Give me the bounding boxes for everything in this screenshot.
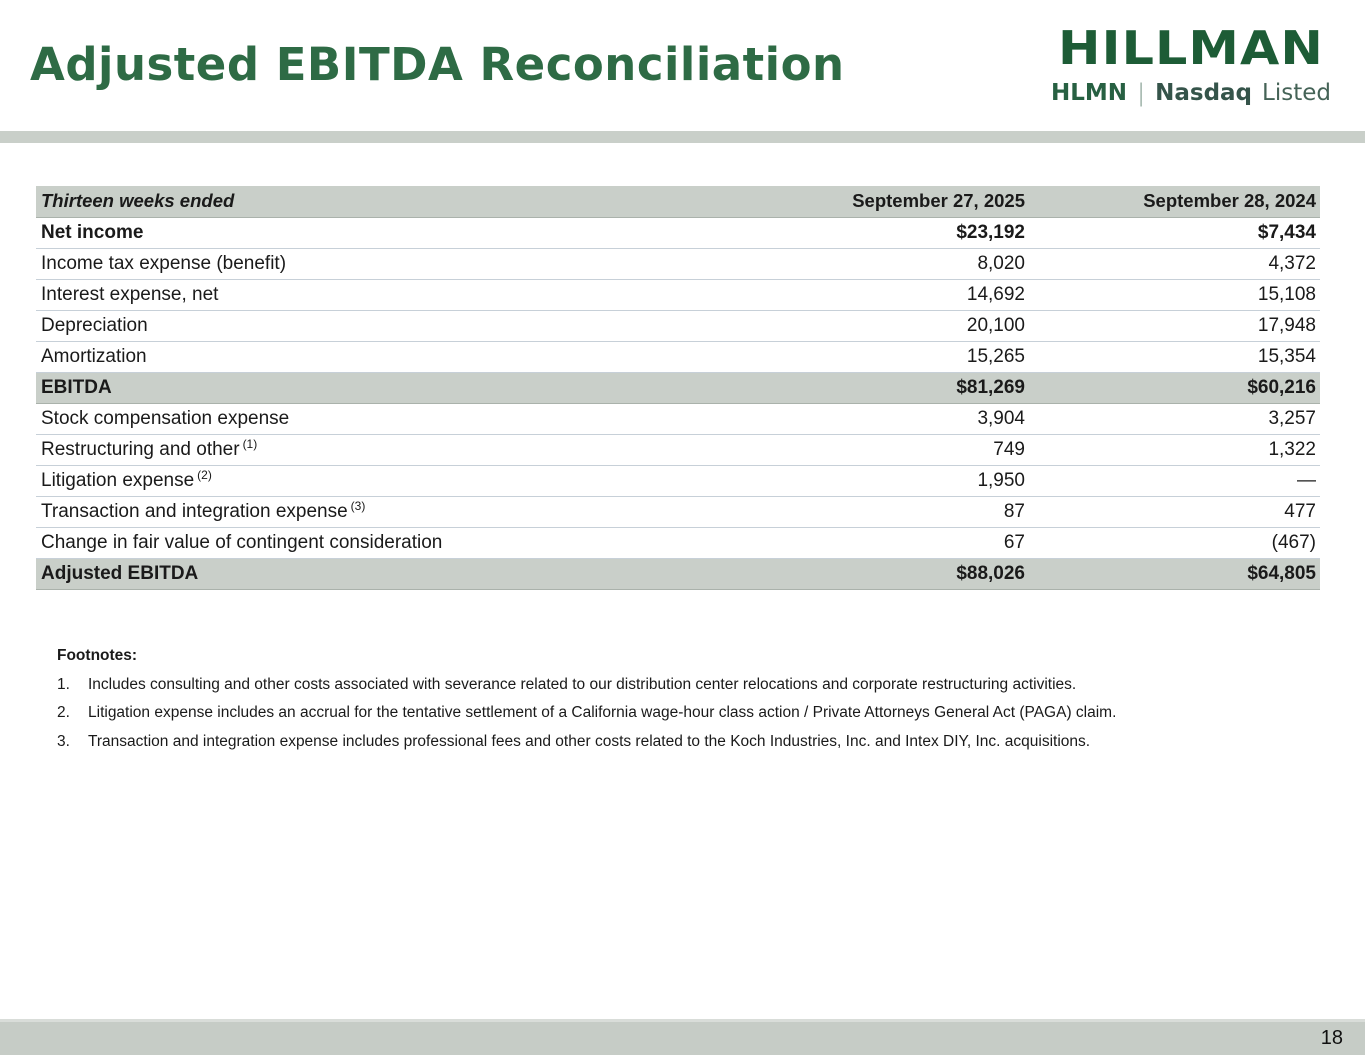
table-row (36, 279, 1320, 310)
row-value-2024: $7,434 (1029, 217, 1320, 248)
row-value-2025: 749 (738, 434, 1029, 465)
footnote-number: 1. (57, 675, 70, 693)
row-value-2025: $23,192 (738, 217, 1029, 248)
row-label: Restructuring and other $^{(1)}$ (36, 434, 738, 465)
table-row (36, 465, 1320, 496)
row-value-2024: 4,372 (1029, 248, 1320, 279)
footnote-reference: (2) (197, 467, 212, 482)
row-value-2025: $81,269 (738, 372, 1029, 403)
footnote-number: 2. (57, 704, 70, 722)
table-header-row (36, 186, 1320, 217)
table-row (36, 527, 1320, 558)
header-divider-bar (0, 131, 1365, 143)
footnote-text: Litigation expense includes an accrual for the tentative settlement of a California wage-hour class action / Private Attorneys General Act (PAGA) claim. (88, 704, 1117, 722)
slide-header (0, 0, 1365, 131)
row-value-2024: 477 (1029, 496, 1320, 527)
table-row (36, 310, 1320, 341)
footnote-text: Transaction and integration expense includes professional fees and other costs related to the Koch Industries, Inc. and Intex DIY, Inc. acquisitions. (88, 732, 1091, 750)
row-label: Change in fair value of contingent consideration (36, 527, 738, 558)
row-value-2025: 15,265 (738, 341, 1029, 372)
table-row (36, 403, 1320, 434)
table-row (36, 217, 1320, 248)
table-row (36, 341, 1320, 372)
row-value-2024: 15,354 (1029, 341, 1320, 372)
page-number: 18 (1320, 1027, 1343, 1049)
row-value-2025: 20,100 (738, 310, 1029, 341)
row-label: Adjusted EBITDA (36, 558, 738, 589)
footnote-reference: (1) (242, 436, 258, 451)
table-header-2024: September 28, 2024 (1029, 186, 1320, 217)
table-row (36, 248, 1320, 279)
row-value-2024: $64,805 (1029, 558, 1320, 589)
ebitda-reconciliation-table (36, 186, 1320, 590)
row-value-2025: 14,692 (738, 279, 1029, 310)
footnote-item (57, 703, 1282, 723)
footnote-text: Includes consulting and other costs associated with severance related to our distribution center relocations and corporate restructuring activities. (88, 675, 1077, 693)
exchange-name: Nasdaq (1155, 80, 1253, 106)
hillman-wordmark: HILLMAN (1058, 22, 1324, 76)
table-row (36, 496, 1320, 527)
row-label: Income tax expense (benefit) (36, 248, 738, 279)
row-value-2025: $88,026 (738, 558, 1029, 589)
footnotes-section (57, 646, 1282, 753)
row-label: Amortization (36, 341, 738, 372)
row-value-2025: 8,020 (738, 248, 1029, 279)
table-header-period-label: Thirteen weeks ended (36, 186, 738, 217)
row-label: EBITDA (36, 372, 738, 403)
footnote-item (57, 732, 1282, 752)
listed-label: Listed (1262, 80, 1331, 106)
row-value-2024: 17,948 (1029, 310, 1320, 341)
logo-separator: | (1137, 79, 1146, 107)
row-value-2024: 3,257 (1029, 403, 1320, 434)
footnote-number: 3. (57, 732, 70, 750)
table-row (36, 372, 1320, 403)
ticker-symbol: HLMN (1050, 80, 1128, 106)
row-value-2024: (467) (1029, 527, 1320, 558)
row-label: Interest expense, net (36, 279, 738, 310)
hillman-logo (1051, 24, 1331, 107)
row-label: Litigation expense $^{(2)}$ (36, 465, 738, 496)
row-value-2025: 67 (738, 527, 1029, 558)
footnotes-title: Footnotes: (57, 646, 138, 664)
slide-footer-bar (0, 1019, 1365, 1055)
row-value-2024: $60,216 (1029, 372, 1320, 403)
table-header-2025: September 27, 2025 (738, 186, 1029, 217)
table-row (36, 434, 1320, 465)
nasdaq-listing-line (1051, 79, 1331, 107)
row-value-2024: 1,322 (1029, 434, 1320, 465)
footnote-item (57, 675, 1282, 695)
table-row (36, 558, 1320, 589)
footnote-reference: (3) (350, 498, 366, 513)
page-title: Adjusted EBITDA Reconciliation (30, 38, 845, 91)
row-value-2025: 87 (738, 496, 1029, 527)
row-label: Depreciation (36, 310, 738, 341)
row-value-2025: 3,904 (738, 403, 1029, 434)
row-value-2024: — (1029, 465, 1320, 496)
row-label: Stock compensation expense (36, 403, 738, 434)
row-value-2024: 15,108 (1029, 279, 1320, 310)
row-label: Net income (36, 217, 738, 248)
row-value-2025: 1,950 (738, 465, 1029, 496)
row-label: Transaction and integration expense $^{(3)}$ (36, 496, 738, 527)
